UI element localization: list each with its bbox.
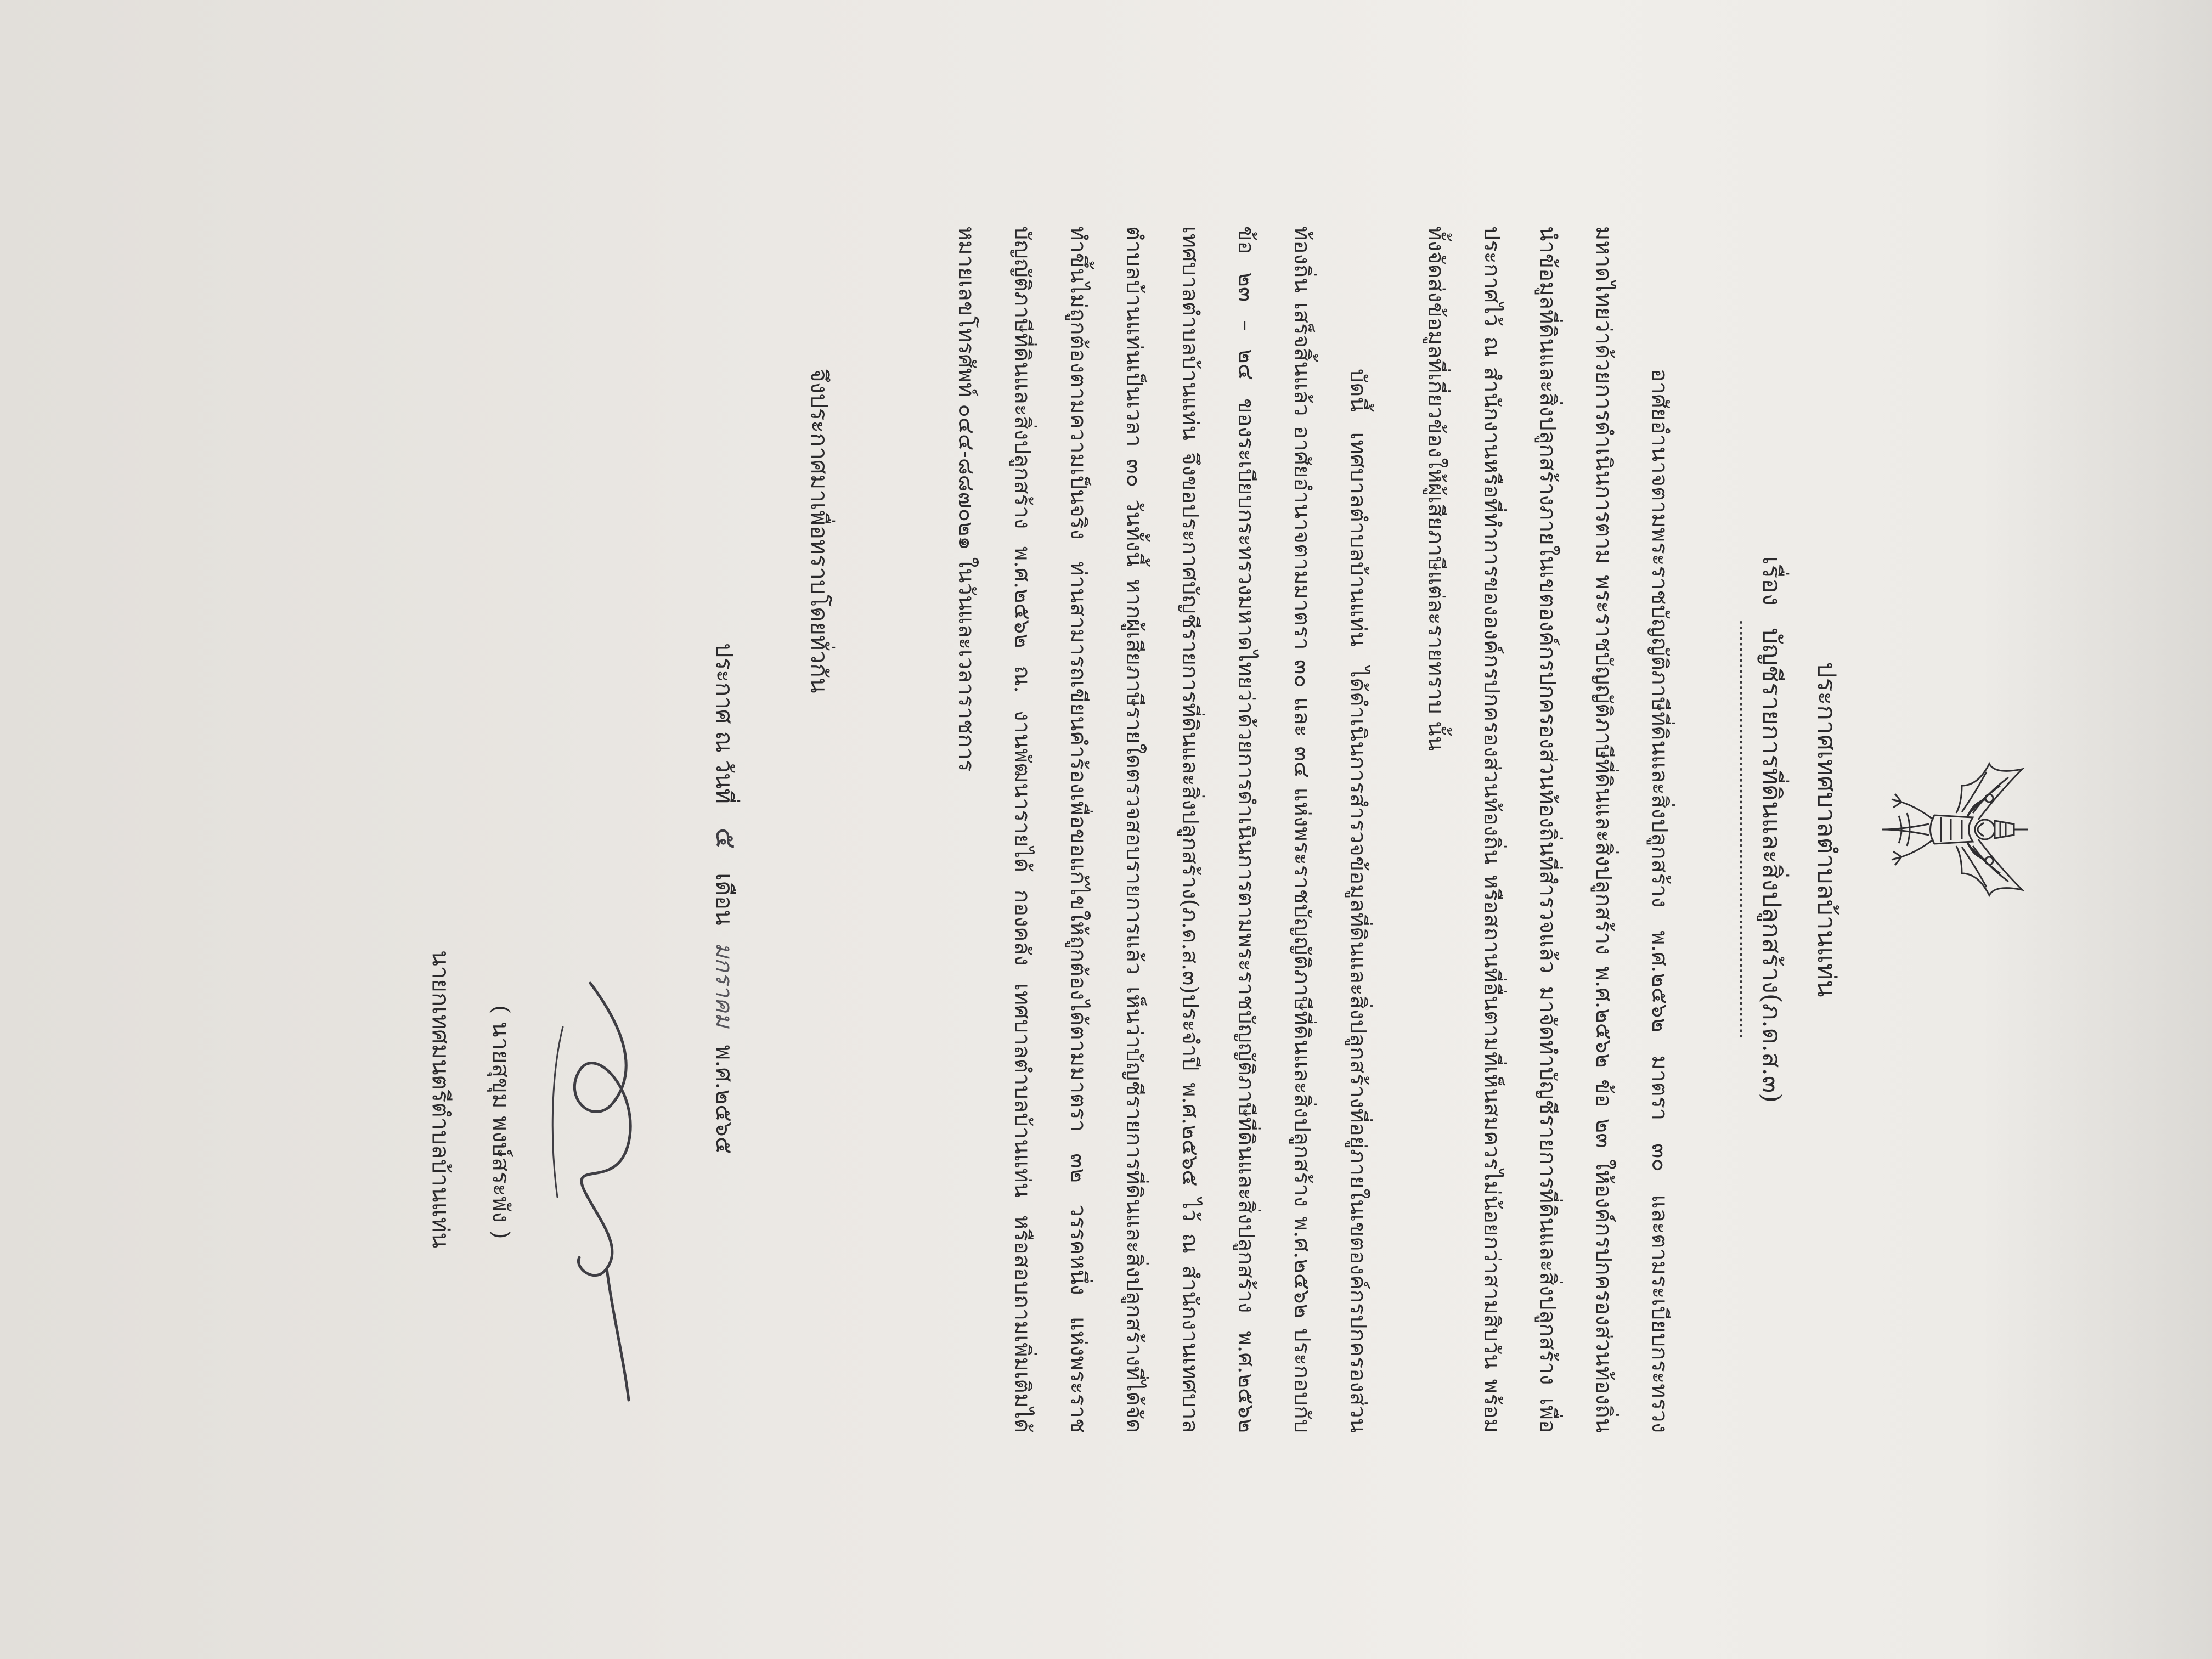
date-day: ๕ (709, 827, 742, 849)
announcement-header: ประกาศเทศบาลตำบลบ้านแท่น (1812, 662, 1842, 997)
paragraph-2: บัดนี้ เทศบาลตำบลบ้านแท่น ได้ดำเนินการสำรวจข้อมูลที่ดินและสิ่งปลูกสร้างที่อยู่ภายในเขตองค์กรปกครองส่วนท้องถิ่น เสร็จสิ้นแล้ว อาศัยอำนาจตามมาตรา ๓๐ และ ๓๔ แห่งพระราชบัญญัติภาษีที่ดินและสิ่งปลูกสร้าง พ.ศ.๒๕๖๒ ประกอบกับข้อ ๒๓ – ๒๔ ของระเบียบกระทรวงมหาดไทยว่าด้วยการดำเนินการตามพระราชบัญญัติภาษีที่ดินและสิ่งปลูกสร้าง พ.ศ.๒๕๖๒ เทศบาลตำบลบ้านแท่น จึงขอประกาศบัญชีรายการที่ดินและสิ่งปลูกสร้าง(ภ.ด.ส.๓)ประจำปี พ.ศ.๒๕๖๕ ไว้ ณ สำนักงานเทศบาลตำบลบ้านแท่นเป็นเวลา ๓๐ วันทั้งนี้ หากผู้เสียภาษีรายใดตรวจสอบรายการแล้ว เห็นว่าบัญชีรายการที่ดินและสิ่งปลูกสร้างที่ได้จัดทำขึ้นไม่ถูกต้องตามความเป็นจริง ท่านสามารถเขียนคำร้องเพื่อขอแก้ไขให้ถูกต้องได้ตามมาตรา ๓๒ วรรคหนึ่ง แห่งพระราชบัญญัติภาษีที่ดินและสิ่งปลูกสร้าง พ.ศ.๒๕๖๒ ณ. งานพัฒนารายได้ กองคลัง เทศบาลตำบลบ้านแท่น หรือสอบถามเพิ่มเติมได้หมายเลขโทรศัพท์ ๐๔๔-๘๘๗๐๒๑ ในวันและเวลาราชการ (953, 226, 1370, 1433)
subject-label: เรื่อง (1757, 556, 1787, 606)
date-prefix: ประกาศ ณ วันที่ (711, 643, 738, 804)
signer-name: ( นายสุขุม พงษ์สระพัง ) (488, 1005, 515, 1239)
subject-text: บัญชีรายการที่ดินและสิ่งปลูกสร้าง(ภ.ด.ส.๓) (1757, 628, 1787, 1103)
announcement-body (938, 226, 1688, 1433)
signature-icon (524, 961, 689, 1411)
announcement-document (129, 127, 2083, 1532)
date-month-label: เดือน (711, 873, 738, 926)
date-month: มกราคม (711, 943, 738, 1028)
subject-line (1752, 127, 1792, 1532)
garuda-emblem-icon (1874, 747, 2039, 912)
dotted-divider (1740, 621, 1742, 1038)
date-line (704, 643, 749, 1154)
signer-position: นายกเทศมนตรีตำบลบ้านแท่น (427, 950, 454, 1248)
closing-statement: จึงประกาศมาเพื่อทราบโดยทั่วกัน (806, 369, 833, 693)
paragraph-1: อาศัยอำนาจตามพระราชบัญญัติภาษีที่ดินและสิ่งปลูกสร้าง พ.ศ.๒๕๖๒ มาตรา ๓๐ และตามระเบียบกระทรวงมหาดไทยว่าด้วยการดำเนินการตาม พระราชบัญญัติภาษีที่ดินและสิ่งปลูกสร้าง พ.ศ.๒๕๖๒ ข้อ ๒๓ ให้องค์กรปกครองส่วนท้องถิ่น นำข้อมูลที่ดินและสิ่งปลูกสร้างภายในเขตองค์กรปกครองส่วนท้องถิ่นที่สำรวจแล้ว มาจัดทำบัญชีรายการที่ดินและสิ่งปลูกสร้าง เพื่อประกาศไว้ ณ สำนักงานหรือที่ทำการขององค์กรปกครองส่วนท้องถิ่น หรือสถานที่อื่นตามที่เห็นสมควรไม่น้อยกว่าสามสิบวัน พร้อมทั้งจัดส่งข้อมูลที่เกี่ยวข้องให้ผู้เสียภาษีแต่ละรายทราบ นั้น (1423, 226, 1672, 1433)
date-year: พ.ศ.๒๕๖๕ (711, 1045, 738, 1154)
